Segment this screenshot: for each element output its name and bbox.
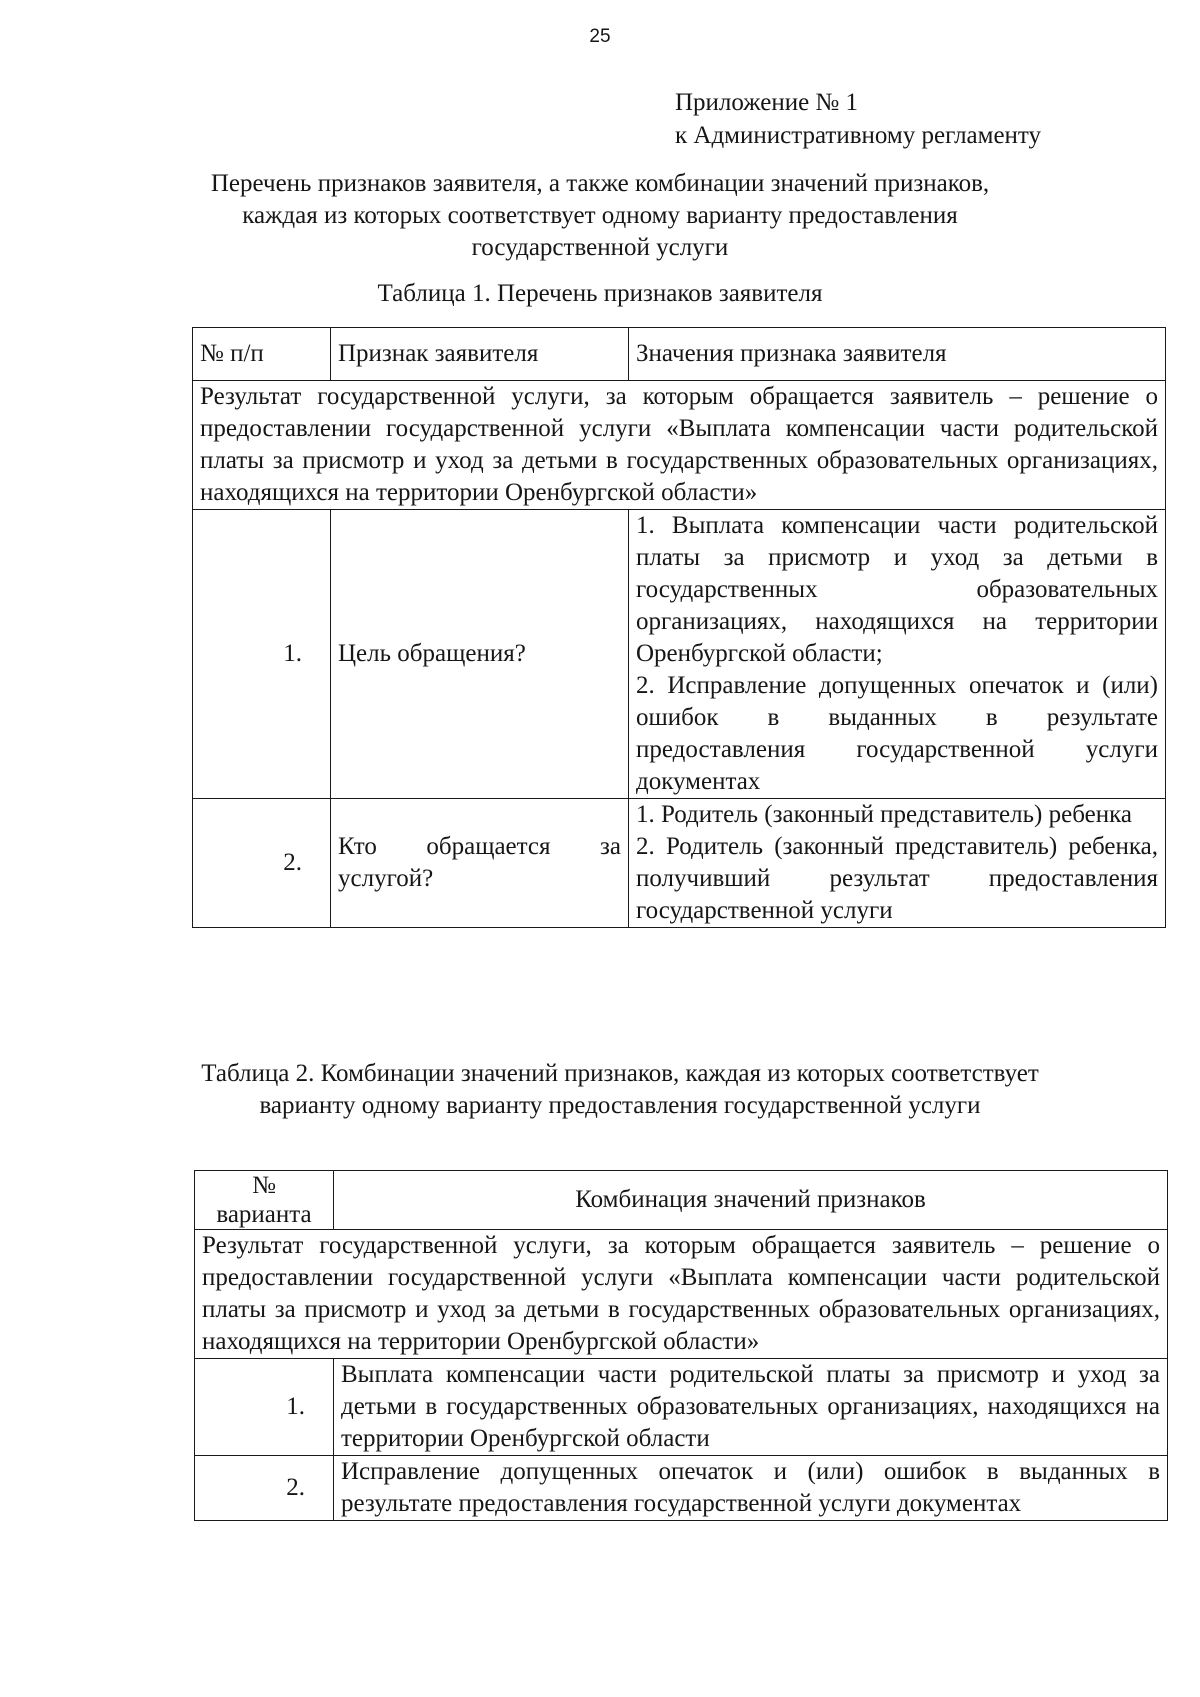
table2-header-num: № варианта <box>195 1171 334 1230</box>
table2-header-combination: Комбинация значений признаков <box>334 1171 1168 1230</box>
table1-header-feature: Признак заявителя <box>331 328 629 381</box>
table1-row2-feature: Кто обращается за услугой? <box>331 799 629 928</box>
table-row <box>193 799 1166 928</box>
table2-caption: Таблица 2. Комбинации значений признаков, каждая из которых соответствует варианту одному варианту предоставления государственной услуги <box>201 1060 1039 1119</box>
title-line-1: Перечень признаков заявителя, а также комбинации значений признаков, <box>210 170 990 197</box>
table-row <box>195 1359 1168 1456</box>
table1-row1-value-2: 2. Исправление допущенных опечаток и (или) ошибок в выданных в результате предоставления государственной услуги документах <box>636 672 1158 795</box>
table1-row2-value-1: 1. Родитель (законный представитель) ребенка <box>636 801 1132 828</box>
page-number: 25 <box>589 26 611 47</box>
appendix-line-1: Приложение № 1 <box>675 89 859 116</box>
table1-result-cell: Результат государственной услуги, за которым обращается заявитель – решение о предоставлении государственной услуги «Выплата компенсации части родительской платы за присмотр и уход за детьми в государственных образовательных организациях, находящихся на территории Оренбургской области» <box>193 381 1166 510</box>
table1-row2-num: 2. <box>193 799 331 928</box>
table2-result-cell: Результат государственной услуги, за которым обращается заявитель – решение о предоставлении государственной услуги «Выплата компенсации части родительской платы за присмотр и уход за детьми в государственных образовательных организациях, находящихся на территории Оренбургской области» <box>195 1230 1168 1359</box>
title-line-2: каждая из которых соответствует одному варианту предоставления <box>242 202 958 229</box>
table1-row2-values <box>629 799 1166 928</box>
table2-row1-num: 1. <box>195 1359 334 1456</box>
table2-row2-combination: Исправление допущенных опечаток и (или) ошибок в выданных в результате предоставления государственной услуги документах <box>334 1456 1168 1521</box>
appendix-note <box>675 86 1041 152</box>
appendix-line-2: к Административному регламенту <box>675 122 1042 149</box>
applicant-features-table <box>192 327 1166 928</box>
table1-caption: Таблица 1. Перечень признаков заявителя <box>377 280 823 307</box>
table1-header-num: № п/п <box>193 328 331 381</box>
table1-row1-num: 1. <box>193 510 331 799</box>
table-row <box>193 510 1166 799</box>
title-line-3: государственной услуги <box>471 234 729 261</box>
document-title <box>120 168 1080 264</box>
table1-row1-feature: Цель обращения? <box>331 510 629 799</box>
table1-row1-value-1: 1. Выплата компенсации части родительской платы за присмотр и уход за детьми в государственных образовательных организациях, находящихся на территории Оренбургской области; <box>636 512 1158 667</box>
table2-row1-combination: Выплата компенсации части родительской платы за присмотр и уход за детьми в государственных образовательных организациях, находящихся на территории Оренбургской области <box>334 1359 1168 1456</box>
table1-header-row <box>193 328 1166 381</box>
table-row <box>195 1456 1168 1521</box>
table2-row2-num: 2. <box>195 1456 334 1521</box>
table1-result-row <box>193 381 1166 510</box>
table1-row1-values <box>629 510 1166 799</box>
feature-combinations-table <box>194 1170 1168 1521</box>
table2-result-row <box>195 1230 1168 1359</box>
table2-header-row <box>195 1171 1168 1230</box>
table1-header-values: Значения признака заявителя <box>629 328 1166 381</box>
table1-row2-value-2: 2. Родитель (законный представитель) ребенка, получивший результат предоставления государственной услуги <box>636 833 1158 924</box>
